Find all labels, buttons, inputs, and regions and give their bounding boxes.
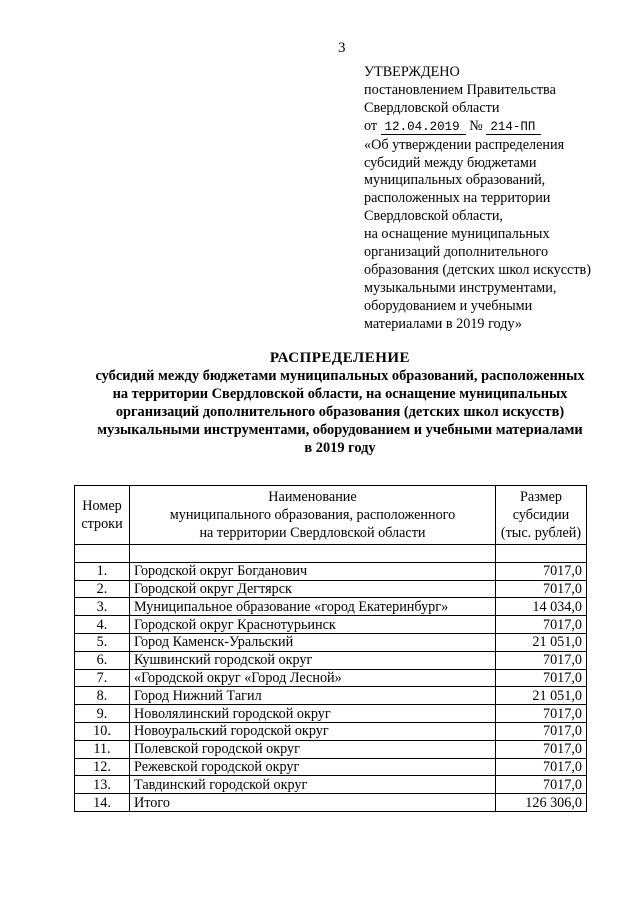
approval-block — [364, 64, 634, 334]
approval-date: 12.04.2019 — [381, 120, 466, 135]
header-name-line: муниципального образования, расположенного — [169, 507, 456, 523]
distribution-table — [74, 485, 587, 812]
row-amount: 7017,0 — [496, 669, 587, 687]
row-amount: 14 034,0 — [496, 598, 587, 616]
row-amount: 7017,0 — [496, 705, 587, 723]
header-amount-line: субсидии — [512, 507, 570, 523]
row-name: Кушвинский городской округ — [130, 651, 496, 669]
row-number: 2. — [75, 580, 130, 598]
header-amount-line: Размер — [520, 489, 562, 505]
table-row — [75, 758, 587, 776]
approval-title-line: музыкальными инструментами, — [364, 279, 557, 296]
row-name: Городской округ Богданович — [130, 562, 496, 580]
row-amount: 7017,0 — [496, 758, 587, 776]
approval-title-line: материалами в 2019 году» — [364, 315, 522, 332]
row-name: Режевской городской округ — [130, 758, 496, 776]
header-amount-line: (тыс. рублей) — [500, 525, 582, 541]
header-num-line: строки — [81, 516, 123, 532]
header-name-line: на территории Свердловской области — [199, 525, 426, 541]
row-amount: 21 051,0 — [496, 633, 587, 651]
row-number: 13. — [75, 776, 130, 794]
number-prefix: № — [469, 117, 483, 134]
row-name: «Городской округ «Город Лесной» — [130, 669, 496, 687]
row-number: 11. — [75, 740, 130, 758]
row-amount: 7017,0 — [496, 616, 587, 634]
row-name: Новолялинский городской округ — [130, 705, 496, 723]
header-amount — [496, 486, 587, 545]
row-amount: 7017,0 — [496, 740, 587, 758]
document-title: РАСПРЕДЕЛЕНИЕ — [269, 350, 411, 366]
table-row — [75, 580, 587, 598]
subtitle-line: организаций дополнительного образования (детских школ искусств) — [115, 404, 565, 420]
approval-line: постановлением Правительства — [364, 81, 556, 98]
table-row — [75, 616, 587, 634]
row-amount: 21 051,0 — [496, 687, 587, 705]
row-amount: 7017,0 — [496, 562, 587, 580]
row-name: Новоуральский городской округ — [130, 722, 496, 740]
row-number: 8. — [75, 687, 130, 705]
approval-title-line: образования (детских школ искусств) — [364, 261, 591, 278]
approval-number: 214-ПП — [486, 120, 541, 135]
subtitle-line: на территории Свердловской области, на оснащение муниципальных — [112, 386, 568, 402]
document-heading — [40, 349, 640, 457]
row-number: 5. — [75, 633, 130, 651]
approval-title-line: «Об утверждении распределения — [364, 136, 565, 153]
approval-title-line: на оснащение муниципальных — [364, 226, 550, 243]
row-number: 10. — [75, 722, 130, 740]
row-amount: 7017,0 — [496, 580, 587, 598]
row-name: Город Нижний Тагил — [130, 687, 496, 705]
table-row — [75, 794, 587, 812]
row-number: 14. — [75, 794, 130, 812]
row-number: 3. — [75, 598, 130, 616]
row-name: Городской округ Дегтярск — [130, 580, 496, 598]
table-header-row — [75, 486, 587, 545]
date-prefix: от — [364, 117, 378, 134]
approval-title-line: субсидий между бюджетами — [364, 154, 537, 171]
row-name: Тавдинский городской округ — [130, 776, 496, 794]
subtitle-line: в 2019 году — [304, 440, 376, 456]
approval-title-line: муниципальных образований, — [364, 172, 546, 189]
row-number: 12. — [75, 758, 130, 776]
approval-title-line: оборудованием и учебными — [364, 297, 533, 314]
table-row — [75, 776, 587, 794]
row-name: Полевской городской округ — [130, 740, 496, 758]
approval-title-line: расположенных на территории — [364, 190, 551, 207]
header-num-line: Номер — [82, 498, 122, 514]
row-name: Итого — [130, 794, 496, 812]
row-name: Городской округ Краснотурьинск — [130, 616, 496, 634]
table-row — [75, 633, 587, 651]
table-row — [75, 669, 587, 687]
table-row — [75, 598, 587, 616]
row-amount: 7017,0 — [496, 651, 587, 669]
table-row — [75, 562, 587, 580]
approval-line: Свердловской области — [364, 99, 500, 116]
page-number: 3 — [338, 40, 346, 56]
row-amount: 126 306,0 — [496, 794, 587, 812]
table-row — [75, 705, 587, 723]
header-num — [75, 486, 130, 545]
approval-title-line: Свердловской области, — [364, 208, 503, 225]
header-name — [130, 486, 496, 545]
row-number: 6. — [75, 651, 130, 669]
subtitle-line: субсидий между бюджетами муниципальных образований, расположенных — [95, 368, 585, 384]
approval-line: УТВЕРЖДЕНО — [364, 64, 460, 80]
header-name-line: Наименование — [268, 489, 357, 505]
approval-date-line — [364, 118, 634, 137]
row-number: 7. — [75, 669, 130, 687]
table-row — [75, 722, 587, 740]
row-number: 9. — [75, 705, 130, 723]
table-row — [75, 740, 587, 758]
row-name: Муниципальное образование «город Екатеринбург» — [130, 598, 496, 616]
table-spacer-row — [75, 545, 587, 563]
table-row — [75, 651, 587, 669]
approval-title-line: организаций дополнительного — [364, 244, 549, 261]
row-name: Город Каменск-Уральский — [130, 633, 496, 651]
row-number: 4. — [75, 616, 130, 634]
row-number: 1. — [75, 562, 130, 580]
subtitle-line: музыкальными инструментами, оборудованием и учебными материалами — [97, 422, 583, 438]
row-amount: 7017,0 — [496, 776, 587, 794]
table-row — [75, 687, 587, 705]
row-amount: 7017,0 — [496, 722, 587, 740]
